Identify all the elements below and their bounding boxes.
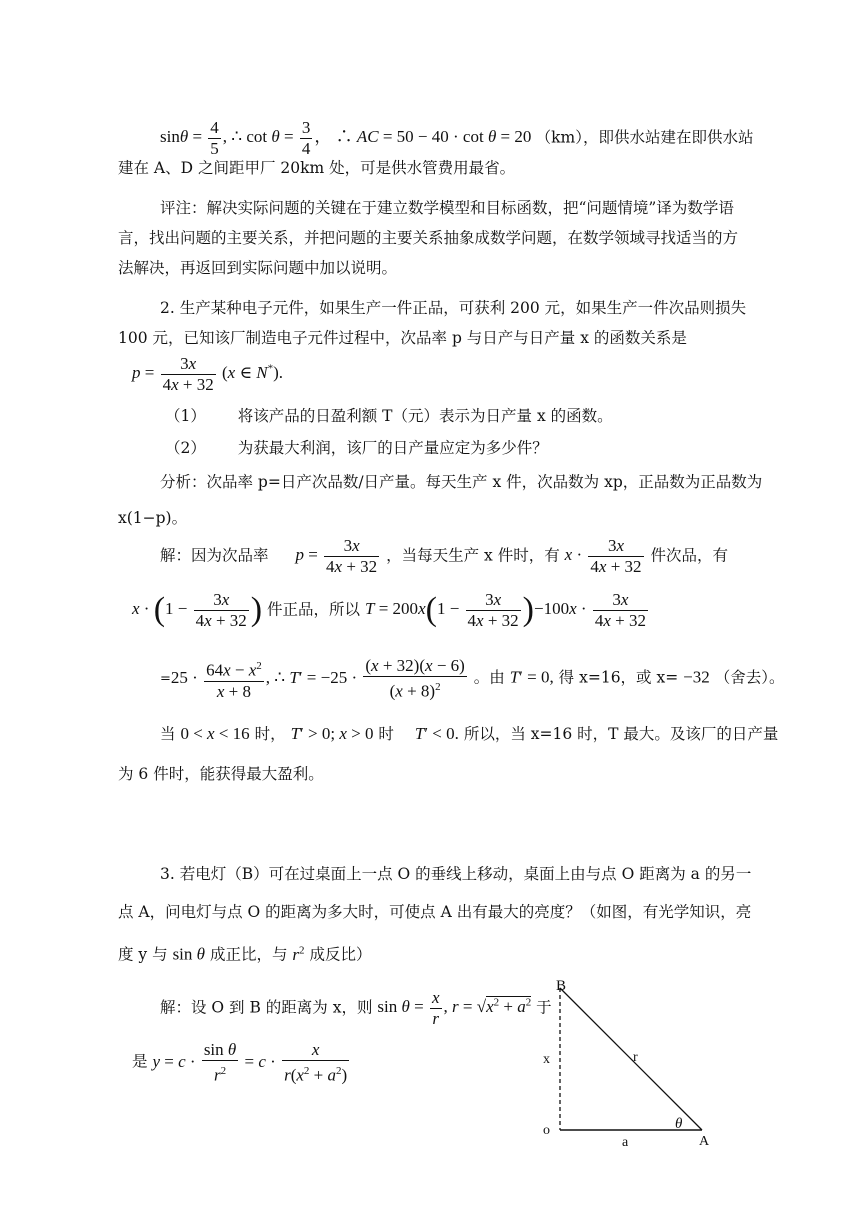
equals-sign: =: [160, 671, 171, 687]
question-1-number: （1）: [165, 407, 206, 425]
question-2-number: （2）: [165, 439, 206, 457]
comment-line-2: 言，找出问题的主要关系，并把问题的主要关系抽象成数学问题，在数学领域寻找适当的方: [118, 229, 739, 247]
label-a: a: [622, 1135, 629, 1146]
conclusion-line-1: 当 0 < x < 16 时， T′ > 0; x > 0 时 T′ < 0. 所以，当 x=16 时，T 最大。及该厂的日产量: [160, 724, 779, 743]
label-point-a: A: [699, 1134, 710, 1146]
problem-3-line-2: 点 A，问电灯与点 O 的距离为多大时，可使点 A 出有最大的亮度？（如图，有光学知识，亮: [118, 903, 752, 921]
defect-rate-formula: p = $\frac{3x}{4x + 32}$ (x ∈ N*).: [132, 354, 284, 394]
solution-mid: ，当每天生产 x 件时，有: [386, 546, 560, 565]
question-1-text: 将该产品的日盈利额 T（元）表示为日产量 x 的函数。: [237, 407, 613, 425]
proportional-text: 成正比，与: [209, 945, 288, 964]
rejected-note: （舍去）。: [714, 668, 785, 687]
profit-function-line: x · (1 − $\frac{3x}{4x + 32}$ ) 件正品，所以 T = 200x(1 − $\frac{3x}{4x + 32}$ )−100x · $\frac{3x}{4x + 32}$: [132, 590, 646, 630]
comment-line-1: 评注：解决实际问题的关键在于建立数学模型和目标函数，把“问题情境”译为数学语: [160, 199, 734, 217]
conclusion-time-1: 时，: [254, 725, 286, 743]
derivative-mid: 。由: [473, 668, 505, 687]
label-o: o: [543, 1123, 550, 1138]
label-theta: θ: [675, 1116, 683, 1132]
question-2-text: 为获最大利润，该厂的日产量应定为多少件？: [237, 439, 548, 457]
result-line: 建在 A、D 之间距甲厂 20km 处，可是供水管费用最省。: [118, 159, 516, 177]
solution-2-mid: 件正品，所以: [267, 600, 361, 619]
solution-3-shi: 是: [132, 1052, 148, 1071]
conclusion-time-2: 时: [378, 725, 394, 743]
comment-line-3: 法解决，再返回到实际问题中加以说明。: [118, 259, 398, 277]
label-x: x: [543, 1052, 550, 1067]
solution-3-yu: 于: [536, 998, 552, 1017]
question-1: [165, 406, 613, 426]
problem-3-line-3: 度 y 与 sin θ 成正比，与 $r^2$ 成反比）: [118, 944, 372, 964]
analysis-line-1: 分析：次品率 p=日产次品数/日产量。每天生产 x 件，次品数为 xp，正品数为正品数为: [160, 473, 763, 491]
analysis-line-2: x(1−p)。: [118, 509, 188, 527]
problem-2-line-1: 2. 生产某种电子元件，如果生产一件正品，可获利 200 元，如果生产一件次品则损失: [160, 299, 747, 317]
question-2: [165, 438, 548, 458]
label-b: B: [556, 978, 567, 994]
conclusion-when: 当: [160, 725, 176, 743]
brightness-text: 度 y 与: [118, 945, 168, 964]
conclusion-text: 所以，当 x=16 时，T 最大。及该厂的日产量: [463, 725, 779, 743]
solution-suffix: 件次品，有: [650, 546, 728, 565]
hypotenuse-line: [560, 988, 702, 1130]
label-r: r: [633, 1050, 638, 1065]
result-text: （km），即供水站建在即供水站: [535, 128, 754, 147]
solution-continuation-line: sinθ = $\frac{4}{5}$ , ∴ cot θ = $\frac{3}{4}$ ， ∴ AC = 50 − 40 · cot θ = 20 （km），即供水站建在即供水站: [160, 118, 754, 158]
inverse-text: 成反比）: [309, 945, 372, 964]
solution-3-prefix: 解：设 O 到 B 的距离为 x，则: [160, 998, 373, 1017]
problem-3-line-1: 3. 若电灯（B）可在过桌面上一点 O 的垂线上移动，桌面上由与点 O 距离为 a 的另一: [160, 865, 752, 883]
solution-prefix: 解：因为次品率: [160, 546, 269, 565]
solution-3-line-1: 解：设 O 到 B 的距离为 x，则 sin θ = $\frac{x}{r}$ , $r = √x^2 + a^2$ 于: [160, 988, 552, 1028]
solution-3-line-2: 是 y = c · $\frac{\text{sin θ}}{r^2}$ = c · $\frac{x}{r(x^2 + a^2)}$: [132, 1040, 348, 1085]
problem-2-line-2: 100 元，已知该厂制造电子元件过程中，次品率 p 与日产与日产量 x 的函数关系是: [118, 329, 687, 347]
solution-line-1: 解：因为次品率 p = $\frac{3x}{4x + 32}$ ，当每天生产 x 件时，有 x · $\frac{3x}{4x + 32}$ 件次品，有: [160, 536, 728, 576]
lamp-triangle-diagram: [530, 978, 730, 1146]
derivative-line: =25 · $\frac{64x - x^2}{x + 8}$ , ∴ T′ = −25 · $\frac{(x + 32)(x - 6)}{(x + 8)^2}$ 。由 T′ = 0, 得 x=16，或 x= −32 （舍去）。: [160, 656, 785, 701]
critical-points: 得 x=16，或 x=: [558, 668, 679, 687]
conclusion-line-2: 为 6 件时，能获得最大盈利。: [118, 765, 324, 783]
